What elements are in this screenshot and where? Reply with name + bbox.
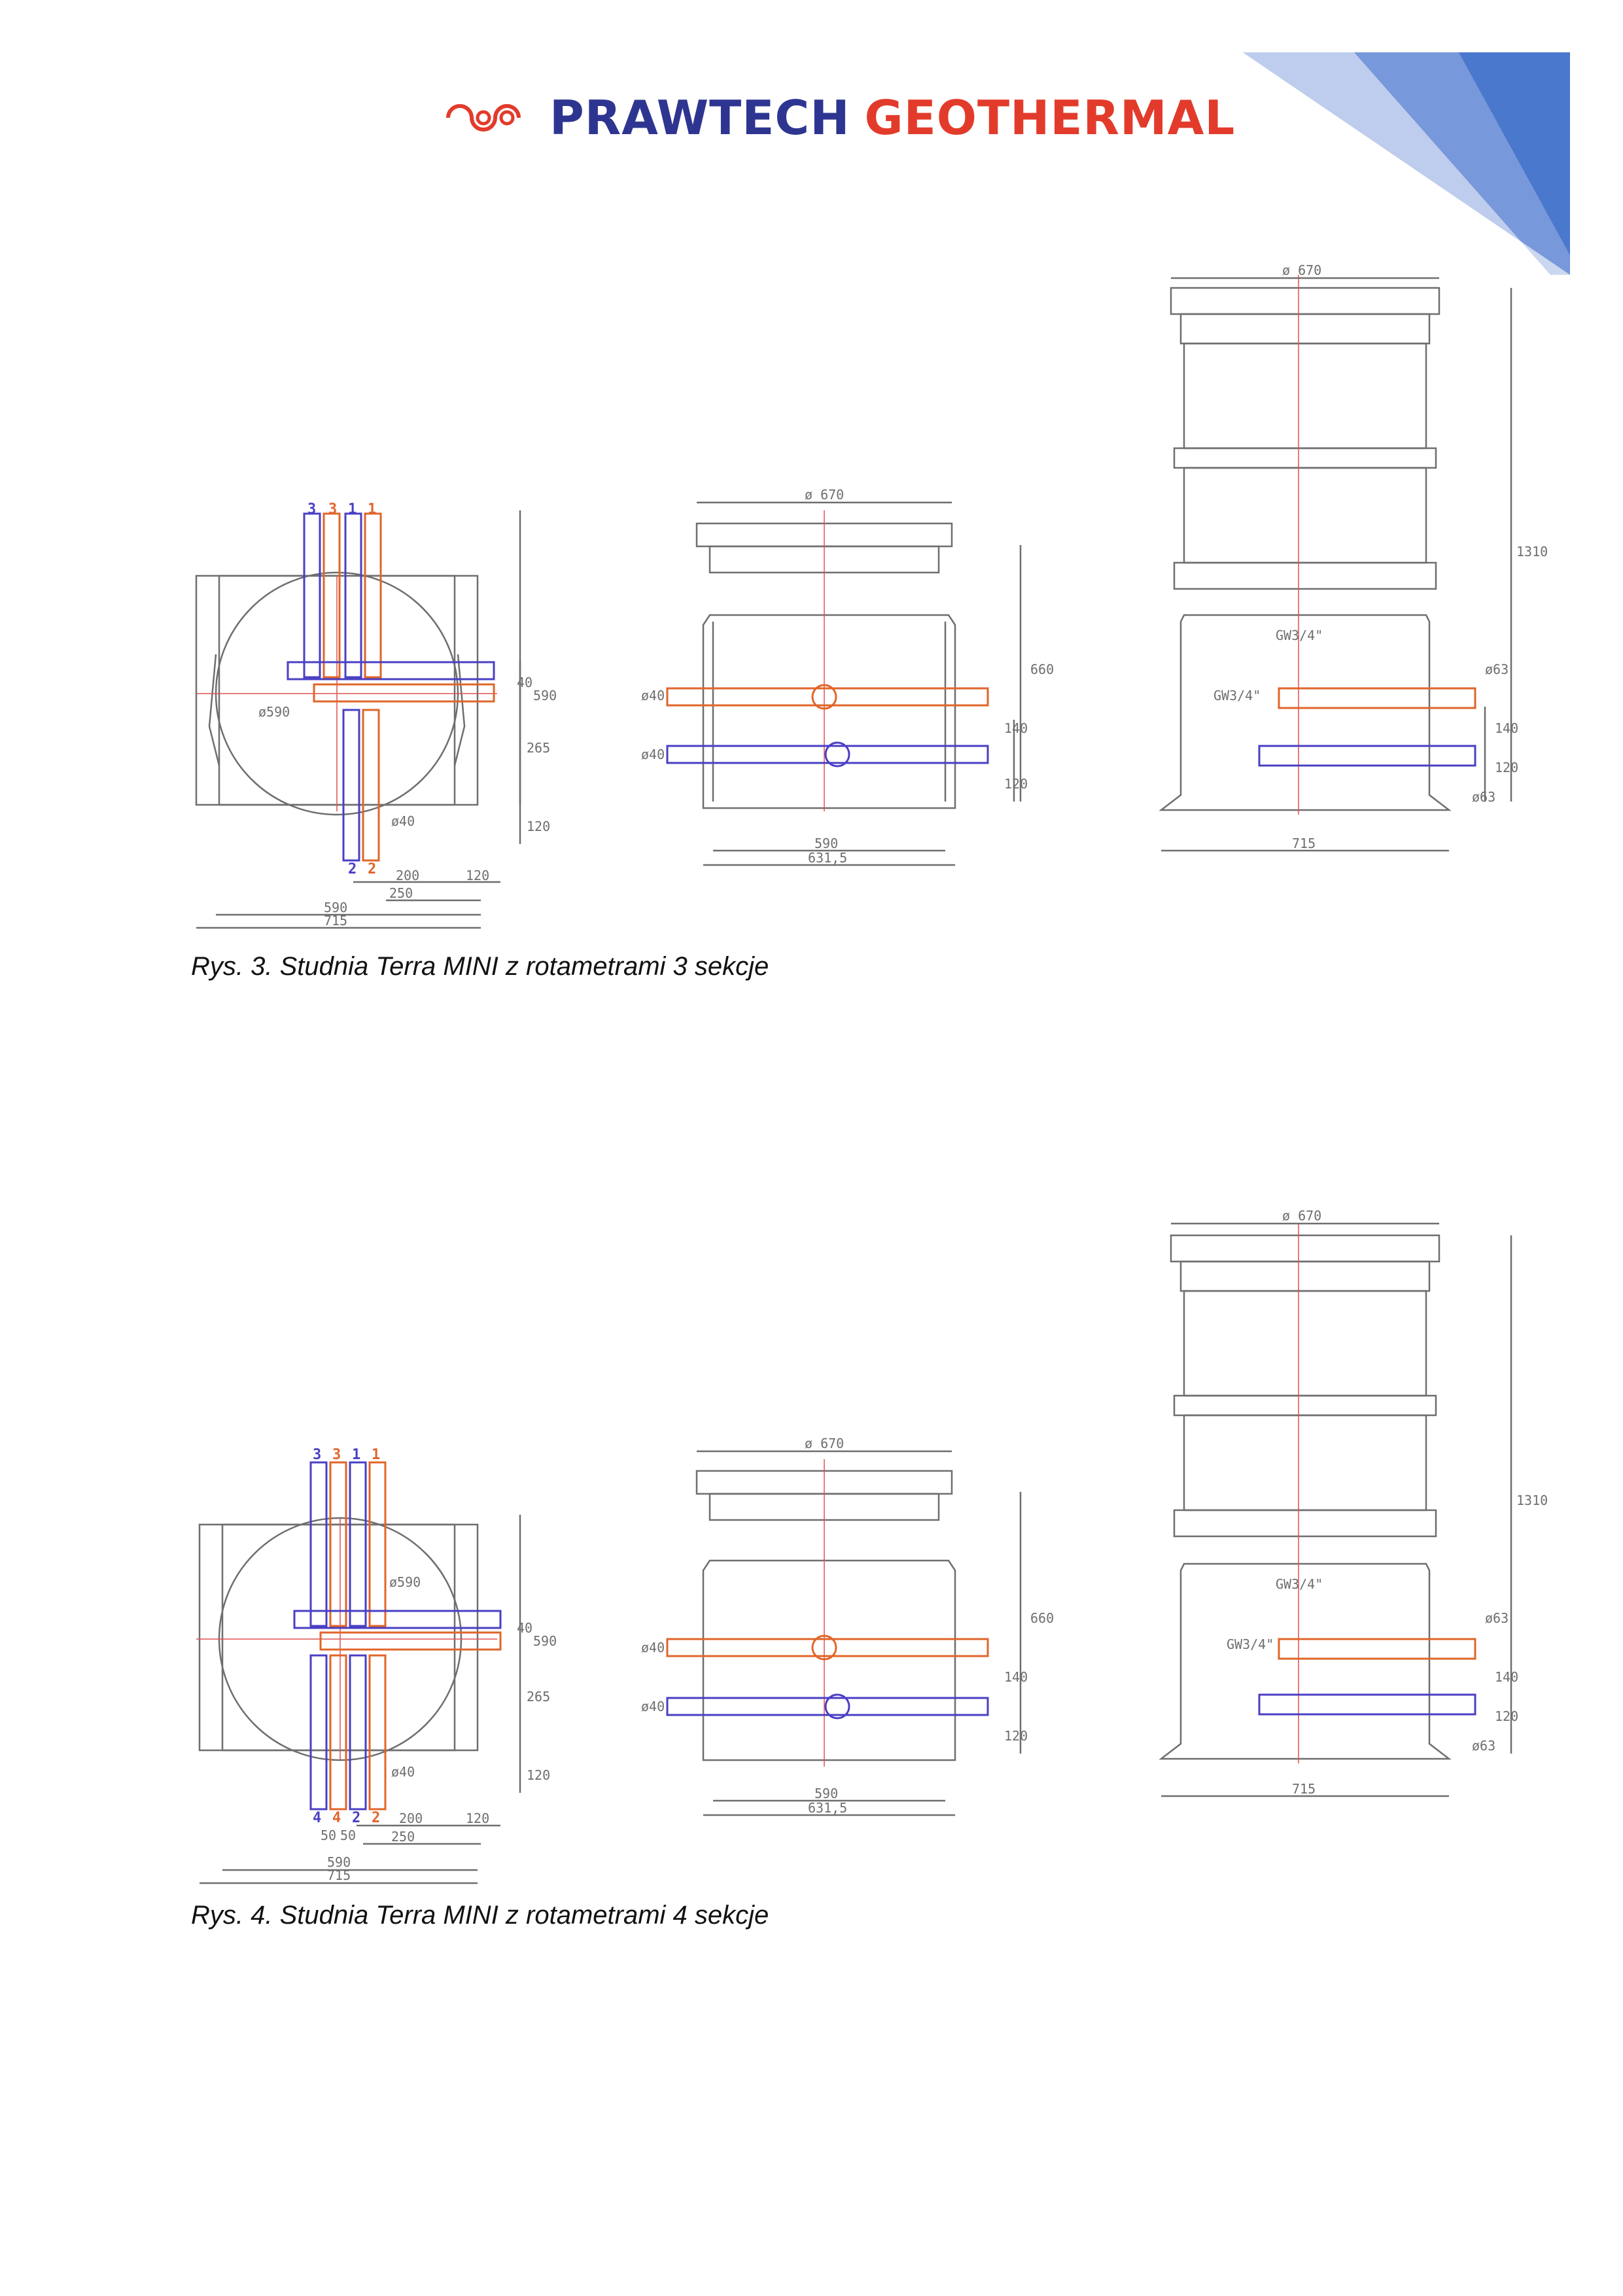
f4-dim: 120 [466,1810,490,1826]
f4-dim: ø590 [389,1574,421,1590]
f4-dim: 590 [533,1633,557,1649]
f4-tall-dim: 120 [1495,1708,1519,1724]
f4-tall-dim: 140 [1495,1669,1519,1685]
f4-dim: 250 [391,1829,415,1845]
figure4-labels [0,1204,1623,1924]
f4-dim: 40 [517,1620,533,1636]
header [0,85,1623,164]
f4-side-dim: ø 670 [805,1436,845,1451]
f3-dim: 590 [324,900,348,915]
f4-dim: ø40 [391,1764,415,1780]
f3-dim: ø40 [391,813,415,829]
f4-port-label: 2 [352,1810,361,1826]
f3-dim: ø590 [258,704,290,720]
f3-side-dim: ø40 [641,688,665,703]
f3-side-dim: 140 [1004,720,1028,736]
f3-tall-dim: ø 670 [1282,262,1322,278]
f4-dim: 50 [321,1828,337,1843]
f4-side-dim: 120 [1004,1728,1028,1744]
f4-port-label: 4 [313,1810,322,1826]
f3-dim: 590 [533,688,557,703]
brand-name [550,90,1235,145]
f4-tall-dim: GW3/4" [1227,1636,1274,1652]
f3-side-dim: 120 [1004,776,1028,792]
f3-port-label: 2 [348,861,357,877]
f3-dim: 250 [389,885,413,901]
f3-tall-dim: ø63 [1485,662,1509,677]
f3-tall-dim: GW3/4" [1276,627,1323,643]
f3-dim: 265 [527,740,551,756]
f3-port-label: 2 [368,861,377,877]
f4-tall-dim: ø63 [1485,1610,1509,1626]
figure3-caption: Rys. 3. Studnia Terra MINI z rotametrami 3 sekcje [191,952,769,981]
f4-dim: 590 [327,1854,351,1870]
f3-tall-dim: GW3/4" [1213,688,1261,703]
f3-port-label: 3 [328,501,338,518]
f3-side-dim: 660 [1030,662,1055,677]
f3-dim: 715 [324,913,348,928]
brand-part-1: PRAWTECH [550,90,850,145]
f3-side-dim: 631,5 [808,850,848,866]
f3-side-dim: ø 670 [805,487,845,503]
f4-dim: 200 [399,1810,423,1826]
f4-port-label: 1 [372,1447,381,1463]
f4-port-label: 3 [332,1447,341,1463]
f4-side-dim: 631,5 [808,1800,848,1816]
figure4-caption: Rys. 4. Studnia Terra MINI z rotametrami 4 sekcje [191,1901,769,1930]
f3-port-label: 1 [348,501,357,518]
f4-side-dim: 590 [814,1786,839,1801]
f4-tall-dim: ø 670 [1282,1208,1322,1224]
f4-tall-dim: 715 [1292,1781,1316,1797]
f3-tall-dim: 715 [1292,836,1316,851]
f3-tall-dim: 120 [1495,760,1519,775]
f4-side-dim: 660 [1030,1610,1055,1626]
figure3-labels [0,249,1623,968]
f4-dim: 265 [527,1689,551,1704]
f4-tall-dim: ø63 [1472,1738,1496,1754]
f4-port-label: 2 [372,1810,381,1826]
f4-side-dim: ø40 [641,1640,665,1655]
f3-tall-dim: 1310 [1516,544,1548,559]
f3-side-dim: ø40 [641,747,665,762]
f4-dim: 50 [340,1828,357,1843]
geothermal-logo-icon [442,92,533,144]
f3-dim: 120 [466,868,490,883]
f4-port-label: 3 [313,1447,322,1463]
f3-dim: 120 [527,819,551,834]
f4-tall-dim: GW3/4" [1276,1576,1323,1592]
f4-side-dim: 140 [1004,1669,1028,1685]
f4-dim: 120 [527,1767,551,1783]
f3-dim: 200 [396,868,420,883]
f3-tall-dim: 140 [1495,720,1519,736]
f4-tall-dim: 1310 [1516,1492,1548,1508]
f4-port-label: 4 [332,1810,341,1826]
brand-part-2: GEOTHERMAL [864,90,1236,145]
f4-dim: 715 [327,1867,351,1883]
f4-side-dim: ø40 [641,1699,665,1714]
f3-dim: 40 [517,675,533,690]
f3-tall-dim: ø63 [1472,789,1496,805]
f3-port-label: 1 [368,501,377,518]
f3-side-dim: 590 [814,836,839,851]
f4-port-label: 1 [352,1447,361,1463]
f3-port-label: 3 [307,501,317,518]
